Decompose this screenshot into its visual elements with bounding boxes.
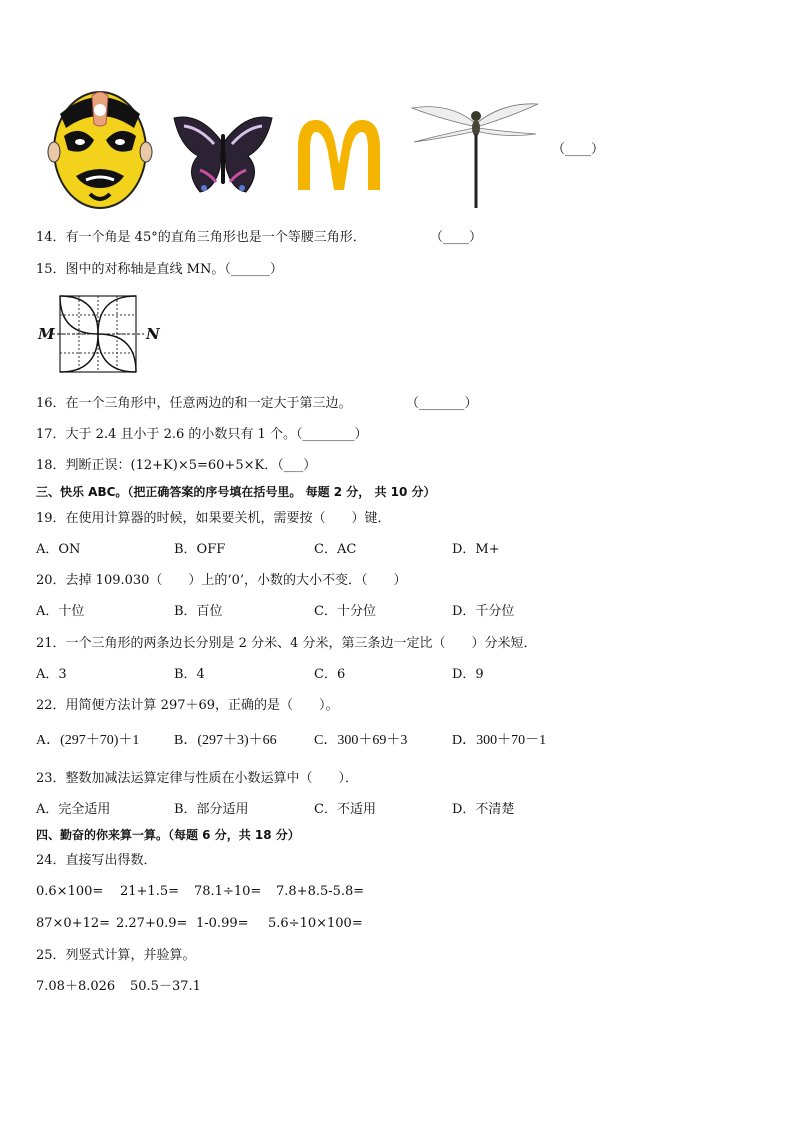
q19-option-c[interactable]: C．AC [314,542,357,557]
q19-option-d[interactable]: D．M+ [452,542,500,557]
question-18: 18．判断正误：(12+K)×5=60+5×K．（___） [36,458,317,473]
q23-option-a[interactable]: A．完全适用 [36,802,111,817]
q21-option-b[interactable]: B．4 [174,667,205,682]
q24-row2-item-1: 87×0+12= [36,916,111,931]
question-23: 23．整数加减法运算定律与性质在小数运算中（ ）． [36,771,359,786]
dragonfly-image [408,98,542,210]
q24-row1-item-2: 21+1.5= [120,884,180,899]
q25-item-2: 50.5－37.1 [130,979,201,994]
q24-row2-item-3: 1-0.99= [196,916,249,931]
peking-opera-mask-image [46,84,154,212]
q20-option-b[interactable]: B．百位 [174,604,223,619]
question-17: 17．大于 2.4 且小于 2.6 的小数只有 1 个。（________） [36,427,368,442]
q20-option-c[interactable]: C．十分位 [314,604,376,619]
q23-option-b[interactable]: B．部分适用 [174,802,249,817]
q21-option-c[interactable]: C．6 [314,667,346,682]
question-14: 14．有一个角是 45°的直角三角形也是一个等腰三角形． [36,230,366,245]
label-n: N [146,325,160,343]
q24-row2-item-2: 2.27+0.9= [116,916,188,931]
question-16: 16．在一个三角形中，任意两边的和一定大于第三边。 [36,396,352,411]
q23-option-c[interactable]: C．不适用 [314,802,376,817]
question-24: 24．直接写出得数． [36,853,157,868]
section-4-title: 四、勤奋的你来算一算。（每题 6 分，共 18 分） [36,828,300,842]
q24-row1-item-1: 0.6×100= [36,884,104,899]
section-3-title: 三、快乐 ABC。（把正确答案的序号填在括号里。 每题 2 分， 共 10 分） [36,485,436,499]
mcdonalds-logo-image [296,118,382,192]
q23-option-d[interactable]: D．不清楚 [452,802,515,817]
top-answer-blank[interactable]: （____） [552,142,605,157]
q19-option-a[interactable]: A．ON [36,542,81,557]
q25-item-1: 7.08＋8.026 [36,979,116,994]
q24-row2-item-4: 5.6÷10×100= [268,916,363,931]
question-21: 21．一个三角形的两条边长分别是 2 分米、4 分米，第三条边一定比（ ）分米短． [36,636,537,651]
question-14-blank[interactable]: （____） [430,230,483,245]
butterfly-image [170,112,276,204]
q20-option-d[interactable]: D．千分位 [452,604,515,619]
q21-option-a[interactable]: A．3 [36,667,67,682]
q24-row1-item-3: 78.1÷10= [194,884,262,899]
q24-row1-item-4: 7.8+8.5-5.8= [276,884,365,899]
question-19: 19．在使用计算器的时候，如果要关机，需要按（ ）键． [36,511,391,526]
q22-option-d[interactable]: D．300＋70－1 [452,733,547,748]
q22-option-b[interactable]: B．(297＋3)＋66 [174,733,277,748]
q20-option-a[interactable]: A．十位 [36,604,85,619]
question-20: 20．去掉 109.030（ ）上的‘0’，小数的大小不变．（ ） [36,573,407,588]
q19-option-b[interactable]: B．OFF [174,542,226,557]
question-16-blank[interactable]: （_______） [406,396,478,411]
label-m: M [38,325,55,343]
q21-option-d[interactable]: D．9 [452,667,484,682]
question-15: 15．图中的对称轴是直线 MN。（______） [36,262,283,277]
symmetry-grid-figure [36,294,164,374]
question-22: 22．用简便方法计算 297＋69，正确的是（ ）。 [36,698,339,713]
q22-option-c[interactable]: C．300＋69＋3 [314,733,408,748]
q22-option-a[interactable]: A．(297＋70)＋1 [36,733,140,748]
question-25: 25．列竖式计算，并验算。 [36,948,196,963]
